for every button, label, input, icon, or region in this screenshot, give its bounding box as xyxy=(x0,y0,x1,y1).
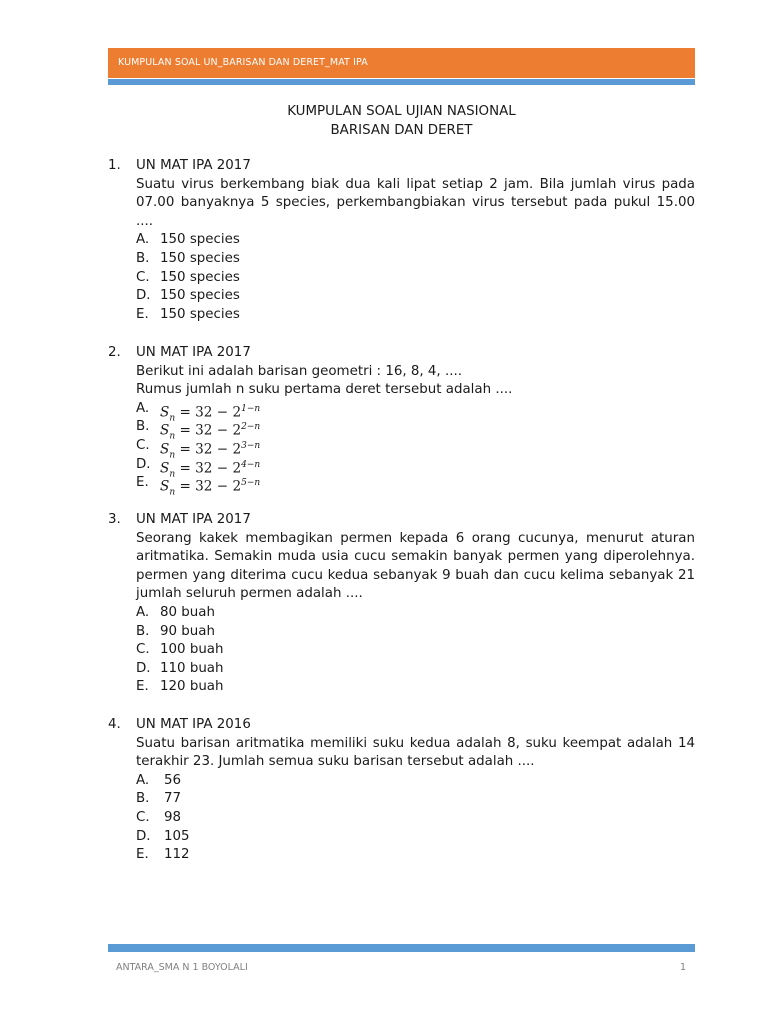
option-letter: D. xyxy=(136,456,151,472)
question-1 xyxy=(108,157,695,324)
option-formula: $S_n = 32 - 2^{2-n}$ xyxy=(160,422,261,442)
option-letter: C. xyxy=(136,437,150,453)
option-text: 98 xyxy=(164,809,182,825)
question-stem-line: aritmatika. Semakin muda usia cucu semakin banyak permen yang diperolehnya. xyxy=(136,549,695,565)
question-stem-line: Seorang kakek membagikan permen kepada 6 orang cucunya, menurut aturan xyxy=(136,530,695,546)
option-letter: B. xyxy=(136,791,150,807)
option-letter: D. xyxy=(136,660,151,676)
option-letter: B. xyxy=(136,250,150,266)
question-stem-line: Suatu barisan aritmatika memiliki suku kedua adalah 8, suku keempat adalah 14 xyxy=(136,735,695,751)
question-stem-line: permen yang diterima cucu kedua sebanyak 9 buah dan cucu kelima sebanyak 21 xyxy=(136,567,695,583)
option-formula: $S_n = 32 - 2^{5-n}$ xyxy=(160,478,261,498)
option-text: 77 xyxy=(164,791,182,807)
option-text: 110 buah xyxy=(160,660,224,676)
option-letter: C. xyxy=(136,809,150,825)
option-text: 56 xyxy=(164,772,182,788)
option-letter: D. xyxy=(136,828,151,844)
option-text: 150 species xyxy=(160,250,240,266)
option-text: 150 species xyxy=(160,288,240,304)
question-stem-line: Rumus jumlah n suku pertama deret tersebut adalah .... xyxy=(136,382,513,398)
question-number: 2. xyxy=(108,345,121,360)
page-header-band xyxy=(108,48,695,78)
option-letter: E. xyxy=(136,679,149,695)
question-source: UN MAT IPA 2017 xyxy=(136,345,251,360)
option-letter: B. xyxy=(136,419,150,435)
option-letter: A. xyxy=(136,232,150,248)
header-text: KUMPULAN SOAL UN_BARISAN DAN DERET_MAT IPA xyxy=(118,57,368,68)
option-letter: C. xyxy=(136,642,150,658)
question-source: UN MAT IPA 2017 xyxy=(136,158,251,173)
document-subtitle: BARISAN DAN DERET xyxy=(330,123,473,138)
option-text: 150 species xyxy=(160,269,240,285)
option-text: 105 xyxy=(164,828,190,844)
document-title: KUMPULAN SOAL UJIAN NASIONAL xyxy=(287,104,516,119)
option-text: 90 buah xyxy=(160,623,215,639)
option-text: 150 species xyxy=(160,232,240,248)
option-formula: $S_n = 32 - 2^{1-n}$ xyxy=(160,403,261,424)
question-stem-line: Berikut ini adalah barisan geometri : 16, 8, 4, .... xyxy=(136,363,462,379)
footer-school: ANTARA_SMA N 1 BOYOLALI xyxy=(116,962,248,973)
question-2 xyxy=(108,344,695,498)
page-number: 1 xyxy=(680,962,687,973)
option-letter: D. xyxy=(136,288,151,304)
option-text: 80 buah xyxy=(160,604,215,620)
question-stem-line: 07.00 banyaknya 5 species, perkembangbiakan virus tersebut pada pukul 15.00 xyxy=(136,195,695,211)
option-text: 120 buah xyxy=(160,679,224,695)
option-formula: $S_n = 32 - 2^{4-n}$ xyxy=(160,459,261,479)
option-letter: E. xyxy=(136,306,149,322)
footer-rule xyxy=(108,944,695,952)
option-letter: C. xyxy=(136,269,150,285)
option-formula: $S_n = 32 - 2^{3-n}$ xyxy=(160,440,261,461)
question-number: 1. xyxy=(108,158,121,173)
option-letter: B. xyxy=(136,623,150,639)
question-stem-line: .... xyxy=(136,213,154,229)
option-text: 100 buah xyxy=(160,642,224,658)
question-source: UN MAT IPA 2016 xyxy=(136,717,251,732)
option-text: 150 species xyxy=(160,306,240,322)
option-letter: E. xyxy=(136,847,149,863)
question-stem-line: Suatu virus berkembang biak dua kali lipat setiap 2 jam. Bila jumlah virus pada xyxy=(136,176,695,192)
option-letter: A. xyxy=(136,772,150,788)
question-3 xyxy=(108,511,695,697)
option-letter: A. xyxy=(136,400,150,416)
question-stem-line: terakhir 23. Jumlah semua suku barisan tersebut adalah .... xyxy=(136,754,535,770)
question-number: 3. xyxy=(108,512,121,527)
question-number: 4. xyxy=(108,717,121,732)
header-rule xyxy=(108,79,695,85)
option-letter: E. xyxy=(136,475,149,491)
question-source: UN MAT IPA 2017 xyxy=(136,512,251,527)
question-4 xyxy=(108,716,695,865)
option-letter: A. xyxy=(136,604,150,620)
question-stem-line: jumlah seluruh permen adalah .... xyxy=(136,586,363,602)
option-text: 112 xyxy=(164,847,190,863)
